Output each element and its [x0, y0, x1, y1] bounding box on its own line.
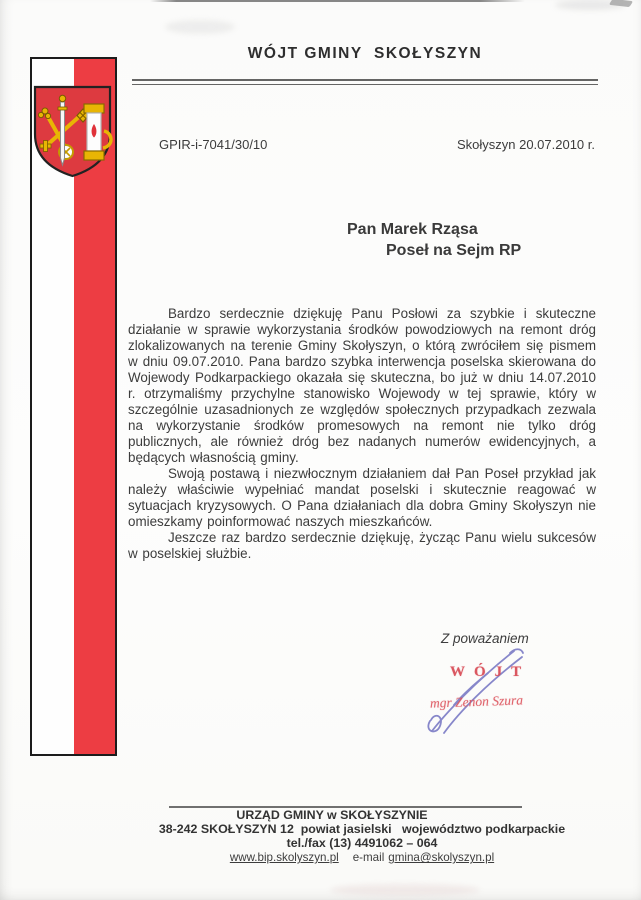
- reference-row: [133, 137, 595, 152]
- footer-links-line: [130, 851, 594, 865]
- scan-smudge: [165, 20, 235, 34]
- footer-address: 38-242 SKOŁYSZYN 12 powiat jasielski województwo podkarpackie: [158, 821, 566, 836]
- date-line: Skołyszyn 20.07.2010 r.: [456, 137, 595, 152]
- letter-body: [128, 306, 596, 562]
- stamp-and-signature: [420, 643, 550, 738]
- letterhead-double-rule: [132, 79, 598, 85]
- footer-office-name: URZĄD GMINY w SKOŁYSZYNIE: [236, 808, 428, 822]
- stamp-wojt-text: WÓJT: [450, 664, 531, 680]
- signature-scribble-icon: [420, 643, 550, 738]
- footer-phone: tel./fax (13) 4491062 – 064: [286, 835, 438, 850]
- scan-smudge: [330, 884, 480, 896]
- footer-email-label: e-mail: [352, 851, 385, 865]
- addressee-block: [347, 219, 521, 261]
- body-paragraph: Swoją postawą i niezwłocznym działaniem dał Pan Poseł przykład jak należy właściwie wypełniać mandat poselski i skutecznie reagować w sytuacjach kryzysowych. O Pana działaniach dla dobra Gminy Skołyszyn nie omieszkamy poinformować naszych mieszkańców.: [128, 466, 596, 529]
- body-paragraph: Bardzo serdecznie dziękuję Panu Posłowi za szybkie i skuteczne działanie w sprawie wykorzystania środków powodziowych na remont dróg zlokalizowanych na terenie Gminy Skołyszyn, o którą zwróciłem się pismem w dniu 09.07.2010. Pana bardzo szybka interwencja poselska skierowana do Wojewody Podkarpackiego okazała się skuteczna, bo już w dniu 14.07.2010 r. otrzymaliśmy przychylne stanowisko Wojewody w tej sprawie, który w szczególnie uzasadnionych ze względów społecznych przypadkach zezwala na wykorzystanie środków promesowych na remont nie tylko dróg publicznych, ale również dróg bez nadanych numerów ewidencyjnych, a będących własnością gminy.: [128, 306, 596, 465]
- reference-number: GPIR-i-7041/30/10: [159, 137, 268, 152]
- scan-artifact-top-line: [150, 0, 525, 2]
- valediction: Z poważaniem: [441, 631, 529, 646]
- body-paragraph: Jeszcze raz bardzo serdecznie dziękuję, życząc Panu wielu sukcesów w poselskiej służbie.: [128, 530, 596, 561]
- footer-email-link: gmina@skolyszyn.pl: [388, 851, 495, 865]
- scan-smudge: [555, 0, 625, 10]
- letterhead-title: WÓJT GMINY SKOŁYSZYN: [247, 45, 483, 62]
- addressee-name: Pan Marek Rząsa: [347, 221, 478, 238]
- footer-block: [130, 809, 594, 865]
- stamp-signer-name: mgr Zenon Szura: [429, 692, 524, 711]
- footer-website-link: www.bip.skolyszyn.pl: [229, 851, 339, 865]
- coat-of-arms-icon: [31, 84, 114, 180]
- addressee-title: Poseł na Sejm RP: [386, 242, 522, 259]
